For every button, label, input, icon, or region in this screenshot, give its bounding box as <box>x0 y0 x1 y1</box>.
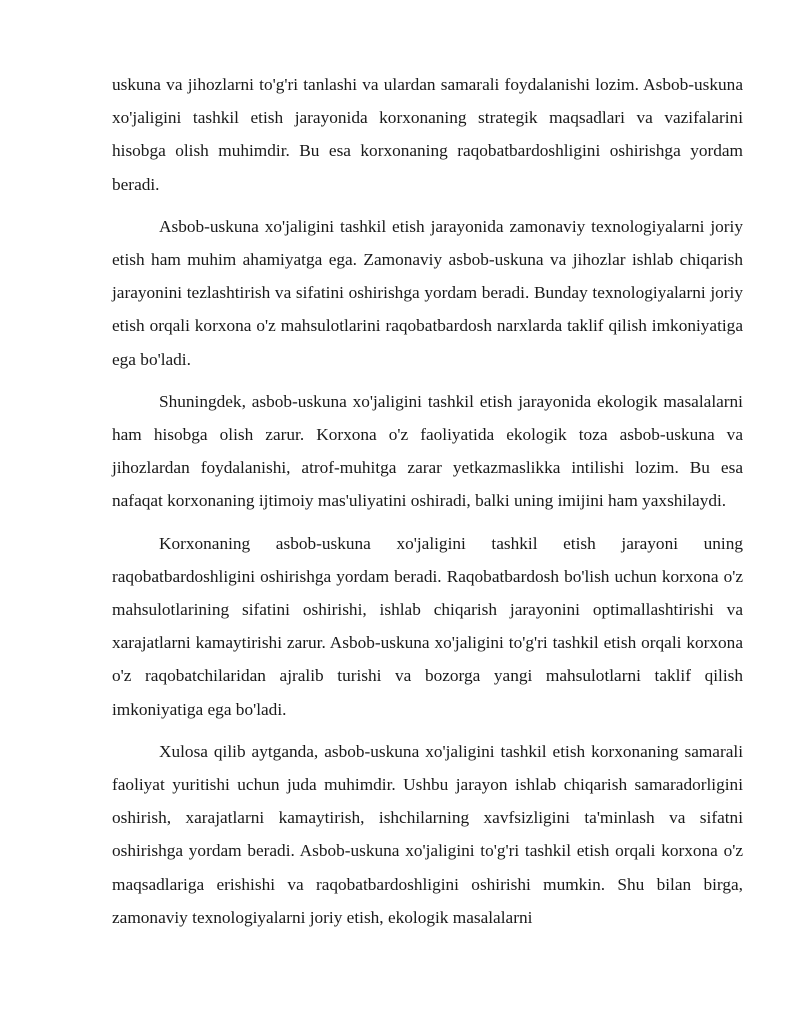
paragraph-continued: uskuna va jihozlarni to'g'ri tanlashi va ulardan samarali foydalanishi lozim. Asbob-uskuna xo'jaligini tashkil etish jarayonida korxonaning strategik maqsadlari va vazifalarini hisobga olish muhimdir. Bu esa korxonaning raqobatbardoshligini oshirishga yordam beradi. <box>112 75 743 194</box>
paragraph-modern-technologies: Asbob-uskuna xo'jaligini tashkil etish jarayonida zamonaviy texnologiyalarni joriy etish ham muhim ahamiyatga ega. Zamonaviy asbob-uskuna va jihozlar ishlab chiqarish jarayonini tezlashtirish va sifatini oshirishga yordam beradi. Bunday texnologiyalarni joriy etish orqali korxona o'z mahsulotlarini raqobatbardosh narxlarda taklif qilish imkoniyatiga ega bo'ladi. <box>112 216 743 369</box>
paragraph-conclusion: Xulosa qilib aytganda, asbob-uskuna xo'jaligini tashkil etish korxonaning samarali faoliyat yuritishi uchun juda muhimdir. Ushbu jarayon ishlab chiqarish samaradorligini oshirish, xarajatlarni kamaytirish, ishchilarning xavfsizligini ta'minlash va sifatni oshirishga yordam beradi. Asbob-uskuna xo'jaligini to'g'ri tashkil etish orqali korxona o'z maqsadlariga erishishi va raqobatbardoshligini oshirishi mumkin. Shu bilan birga, zamonaviy texnologiyalarni joriy etish, ekologik masalalarni <box>112 741 743 927</box>
paragraph-competitiveness: Korxonaning asbob-uskuna xo'jaligini tashkil etish jarayoni uning raqobatbardoshligini oshirishga yordam beradi. Raqobatbardosh bo'lish uchun korxona o'z mahsulotlarining sifatini oshirishi, ishlab chiqarish jarayonini optimallashtirishi va xarajatlarni kamaytirishi zarur. Asbob-uskuna xo'jaligini to'g'ri tashkil etish orqali korxona o'z raqobatchilaridan ajralib turishi va bozorga yangi mahsulotlarni taklif qilish imkoniyatiga ega bo'ladi. <box>112 533 743 719</box>
document-body <box>112 68 743 934</box>
paragraph-ecological-issues: Shuningdek, asbob-uskuna xo'jaligini tashkil etish jarayonida ekologik masalalarni ham hisobga olish zarur. Korxona o'z faoliyatida ekologik toza asbob-uskuna va jihozlardan foydalanishi, atrof-muhitga zarar yetkazmaslikka intilishi lozim. Bu esa nafaqat korxonaning ijtimoiy mas'uliyatini oshiradi, balki uning imijini ham yaxshilaydi. <box>112 391 743 511</box>
